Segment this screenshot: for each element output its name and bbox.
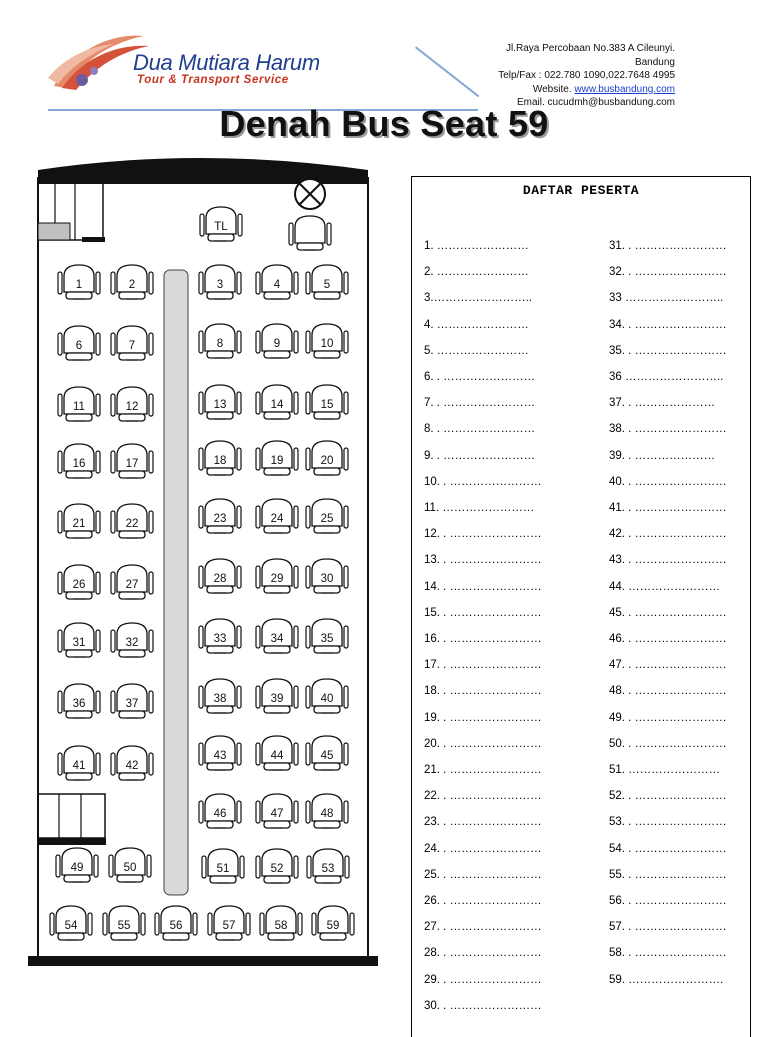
seat-number: 4 xyxy=(273,279,281,291)
seat-number: 3 xyxy=(216,279,224,291)
participant-entry[interactable]: 3.…………………….. xyxy=(424,292,532,305)
seat-32[interactable] xyxy=(111,623,153,657)
participant-entry[interactable]: 20. . …………………… xyxy=(424,737,542,750)
seat-number: 12 xyxy=(125,401,139,413)
seat-number: 43 xyxy=(213,750,227,762)
seat-number: 27 xyxy=(125,579,139,591)
seat-18[interactable] xyxy=(199,441,241,475)
seat-number: 13 xyxy=(213,399,227,411)
participant-entry[interactable]: 26. . …………………… xyxy=(424,895,542,907)
toilet-seat[interactable] xyxy=(200,207,242,241)
participant-entry[interactable]: 6. . …………………… xyxy=(424,371,536,383)
participant-entry[interactable]: 31. . …………………… xyxy=(609,240,727,252)
seat-56[interactable] xyxy=(155,906,197,940)
company-name: Dua Mutiara Harum xyxy=(133,50,320,75)
seat-number: 53 xyxy=(321,863,335,875)
seat-8[interactable] xyxy=(199,324,241,358)
participant-entry[interactable]: 16. . …………………… xyxy=(424,633,542,645)
seat-12[interactable] xyxy=(111,387,153,421)
seat-number: 1 xyxy=(75,279,83,291)
seat-42[interactable] xyxy=(111,746,153,780)
seat-2[interactable] xyxy=(111,265,153,299)
seat-13[interactable] xyxy=(199,385,241,419)
seat-37[interactable] xyxy=(111,684,153,718)
participant-entry[interactable]: 25. . …………………… xyxy=(424,868,542,881)
seat-number: 20 xyxy=(320,455,334,467)
seat-49[interactable] xyxy=(56,848,98,882)
seat-number: 54 xyxy=(64,920,78,932)
participant-entry[interactable]: 45. . …………………… xyxy=(609,606,727,619)
participant-entry[interactable]: 13. . …………………… xyxy=(424,554,542,567)
seat-30[interactable] xyxy=(306,559,348,593)
seat-57[interactable] xyxy=(208,906,250,940)
participant-entry[interactable]: 10. . …………………… xyxy=(424,475,542,488)
seat-number: 17 xyxy=(125,458,139,470)
seat-number: 37 xyxy=(125,698,139,710)
participant-entry[interactable]: 22. . …………………… xyxy=(424,790,542,803)
seat-33[interactable] xyxy=(199,619,241,653)
seat-27[interactable] xyxy=(111,565,153,599)
seat-11[interactable] xyxy=(58,387,100,421)
contact-block xyxy=(498,42,675,110)
participant-entry[interactable]: 14. . …………………… xyxy=(424,580,542,593)
participant-entry[interactable]: 27. . …………………… xyxy=(424,921,542,934)
participant-entry[interactable]: 36 …………………….. xyxy=(609,371,724,383)
seat-47[interactable] xyxy=(256,794,298,828)
participant-entry[interactable]: 28. . …………………… xyxy=(424,947,542,960)
website-link[interactable]: www.busbandung.com xyxy=(574,83,675,95)
seat-number: 11 xyxy=(73,401,85,413)
seat-43[interactable] xyxy=(199,736,241,770)
participant-entry[interactable]: 44. …………………… xyxy=(609,580,721,593)
seat-number: 21 xyxy=(72,518,86,530)
seat-15[interactable] xyxy=(306,385,348,419)
seat-number: 23 xyxy=(213,513,227,525)
seat-number: 57 xyxy=(222,920,236,932)
participant-entry[interactable]: 9. . …………………… xyxy=(424,449,536,462)
seat-number: 26 xyxy=(72,579,86,591)
seat-number: TL xyxy=(214,221,228,233)
participant-entry[interactable]: 42. . …………………… xyxy=(609,528,727,541)
seat-19[interactable] xyxy=(256,441,298,475)
bus-seat-map xyxy=(28,150,388,970)
header-divider xyxy=(415,46,479,97)
participant-entry[interactable]: 34. . …………………… xyxy=(609,318,727,331)
participant-entry[interactable]: 39. . ………………… xyxy=(609,449,716,462)
participant-entry[interactable]: 18. . …………………… xyxy=(424,685,542,698)
participant-entry[interactable]: 38. . …………………… xyxy=(609,423,727,436)
participant-entry[interactable]: 17. . …………………… xyxy=(424,659,542,672)
participant-entry[interactable]: 2. …………………… xyxy=(424,266,529,279)
seat-59[interactable] xyxy=(312,906,354,940)
seat-55[interactable] xyxy=(103,906,145,940)
company-tagline: Tour & Transport Service xyxy=(137,74,289,86)
rear-door-icon xyxy=(38,794,105,838)
seat-number: 36 xyxy=(72,698,86,710)
seat-6[interactable] xyxy=(58,326,100,360)
seat-number: 30 xyxy=(320,573,334,585)
seat-number: 39 xyxy=(270,693,284,705)
seat-number: 42 xyxy=(125,760,139,772)
seat-9[interactable] xyxy=(256,324,298,358)
seat-38[interactable] xyxy=(199,679,241,713)
seat-number: 2 xyxy=(128,279,136,291)
seat-number: 16 xyxy=(72,458,86,470)
email: Email. cucudmh@busbandung.com xyxy=(516,97,675,108)
participant-entry[interactable]: 29. . …………………… xyxy=(424,973,542,986)
seat-10[interactable] xyxy=(306,324,348,358)
seat-number: 22 xyxy=(125,518,139,530)
participant-entry[interactable]: 4. …………………… xyxy=(424,318,529,331)
conductor-seat[interactable] xyxy=(289,216,331,250)
seat-28[interactable] xyxy=(199,559,241,593)
participant-entry[interactable]: 19. . …………………… xyxy=(424,711,542,724)
participant-entry[interactable]: 48. . …………………… xyxy=(609,685,727,698)
participant-entry[interactable]: 56. . …………………… xyxy=(609,895,727,907)
seat-17[interactable] xyxy=(111,444,153,478)
participant-entry[interactable]: 30. . …………………… xyxy=(424,999,542,1012)
seat-45[interactable] xyxy=(306,736,348,770)
seat-34[interactable] xyxy=(256,619,298,653)
participant-entry[interactable]: 32. . …………………… xyxy=(609,266,727,279)
address-line-1: Jl.Raya Percobaan No.383 A Cileunyi. xyxy=(506,43,675,54)
seat-number: 24 xyxy=(270,513,284,525)
seat-41[interactable] xyxy=(58,746,100,780)
seat-number: 58 xyxy=(274,920,288,932)
seat-number: 41 xyxy=(72,760,86,772)
participant-entry[interactable]: 41. . …………………… xyxy=(609,502,727,514)
seat-48[interactable] xyxy=(306,794,348,828)
seat-number: 34 xyxy=(270,633,284,645)
seat-number: 35 xyxy=(320,633,334,645)
seat-number: 59 xyxy=(326,920,340,932)
seat-number: 14 xyxy=(270,399,284,411)
participant-entry[interactable]: 50. . …………………… xyxy=(609,737,727,750)
seat-number: 48 xyxy=(320,808,334,820)
seat-number: 50 xyxy=(123,862,137,874)
participant-list-title: DAFTAR PESERTA xyxy=(522,183,640,198)
participant-entry[interactable]: 51. …………………… xyxy=(609,764,721,776)
seat-52[interactable] xyxy=(256,849,298,883)
seat-35[interactable] xyxy=(306,619,348,653)
seat-number: 25 xyxy=(320,513,334,525)
aisle-icon xyxy=(164,270,188,895)
seat-number: 45 xyxy=(320,750,334,762)
participant-entry[interactable]: 21. . …………………… xyxy=(424,764,542,776)
seat-number: 33 xyxy=(213,633,227,645)
seat-20[interactable] xyxy=(306,441,348,475)
participant-entry[interactable]: 1. …………………… xyxy=(424,240,529,252)
seat-number: 8 xyxy=(216,338,224,350)
seat-1[interactable] xyxy=(58,265,100,299)
website-label: Website. xyxy=(532,83,572,95)
seat-number: 19 xyxy=(270,455,284,467)
participant-entry[interactable]: 37. . ………………… xyxy=(609,397,716,410)
participant-entry[interactable]: 46. . …………………… xyxy=(609,633,727,645)
seat-21[interactable] xyxy=(58,504,100,538)
participant-entry[interactable]: 47. . …………………… xyxy=(609,659,727,672)
seat-number: 15 xyxy=(320,399,334,411)
seat-number: 32 xyxy=(125,637,139,649)
address-line-2: Bandung xyxy=(634,56,675,68)
participant-entry[interactable]: 15. . …………………… xyxy=(424,606,542,619)
participant-entry[interactable]: 53. . …………………… xyxy=(609,816,727,829)
participant-entry[interactable]: 55. . …………………… xyxy=(609,868,727,881)
seat-46[interactable] xyxy=(199,794,241,828)
participant-entry[interactable]: 24. . …………………… xyxy=(424,842,542,855)
seat-53[interactable] xyxy=(307,849,349,883)
seat-number: 40 xyxy=(320,693,334,705)
participant-entry[interactable]: 54. . …………………… xyxy=(609,842,727,855)
participant-list xyxy=(411,176,751,1037)
seat-22[interactable] xyxy=(111,504,153,538)
seat-number: 52 xyxy=(270,863,284,875)
seat-44[interactable] xyxy=(256,736,298,770)
seat-number: 55 xyxy=(117,920,131,932)
participant-entry[interactable]: 52. . …………………… xyxy=(609,790,727,803)
seat-number: 31 xyxy=(72,637,86,649)
seat-number: 49 xyxy=(70,862,84,874)
seat-number: 10 xyxy=(320,338,334,350)
seat-7[interactable] xyxy=(111,326,153,360)
page-title: Denah Bus Seat 59 xyxy=(219,103,549,144)
participant-entry[interactable]: 12. . …………………… xyxy=(424,528,542,541)
seat-number: 28 xyxy=(213,573,227,585)
website-line xyxy=(498,83,675,97)
seat-36[interactable] xyxy=(58,684,100,718)
seat-number: 7 xyxy=(128,340,136,352)
seat-16[interactable] xyxy=(58,444,100,478)
participant-entry[interactable]: 49. . …………………… xyxy=(609,711,727,724)
seat-number: 44 xyxy=(270,750,284,762)
participant-entry[interactable]: 11. …………………… xyxy=(424,502,535,514)
participant-entry[interactable]: 33 …………………….. xyxy=(609,292,724,305)
participant-entry[interactable]: 59. ……………………. xyxy=(609,973,724,986)
participant-entry[interactable]: 7. . …………………… xyxy=(424,397,536,410)
participant-entry[interactable]: 57. . …………………… xyxy=(609,921,727,934)
seat-29[interactable] xyxy=(256,559,298,593)
seat-14[interactable] xyxy=(256,385,298,419)
seat-54[interactable] xyxy=(50,906,92,940)
telfax: Telp/Fax : 022.780 1090,022.7648 4995 xyxy=(498,70,675,81)
seat-5[interactable] xyxy=(306,265,348,299)
seat-58[interactable] xyxy=(260,906,302,940)
seat-51[interactable] xyxy=(202,849,244,883)
participant-entry[interactable]: 58. . …………………… xyxy=(609,947,727,960)
seat-3[interactable] xyxy=(199,265,241,299)
seat-number: 56 xyxy=(169,920,183,932)
seat-4[interactable] xyxy=(256,265,298,299)
seat-25[interactable] xyxy=(306,499,348,533)
seat-39[interactable] xyxy=(256,679,298,713)
seat-number: 29 xyxy=(270,573,284,585)
participant-entry[interactable]: 5. …………………… xyxy=(424,344,529,357)
seat-50[interactable] xyxy=(109,848,151,882)
participant-entry[interactable]: 40. . …………………… xyxy=(609,475,727,488)
participant-entry[interactable]: 35. . …………………… xyxy=(609,344,727,357)
seat-24[interactable] xyxy=(256,499,298,533)
seat-number: 9 xyxy=(273,338,281,350)
participant-entry[interactable]: 23. . …………………… xyxy=(424,816,542,829)
seat-number: 38 xyxy=(213,693,227,705)
seat-number: 51 xyxy=(216,863,230,875)
seat-number: 47 xyxy=(270,808,284,820)
participant-entry[interactable]: 43. . …………………… xyxy=(609,554,727,567)
seat-26[interactable] xyxy=(58,565,100,599)
seat-23[interactable] xyxy=(199,499,241,533)
participant-entry[interactable]: 8. . …………………… xyxy=(424,423,536,436)
seat-40[interactable] xyxy=(306,679,348,713)
seat-31[interactable] xyxy=(58,623,100,657)
seat-number: 5 xyxy=(323,279,331,291)
seat-number: 6 xyxy=(75,340,83,352)
seat-number: 46 xyxy=(213,808,227,820)
steering-wheel-icon xyxy=(295,179,325,209)
seat-number: 18 xyxy=(213,455,227,467)
